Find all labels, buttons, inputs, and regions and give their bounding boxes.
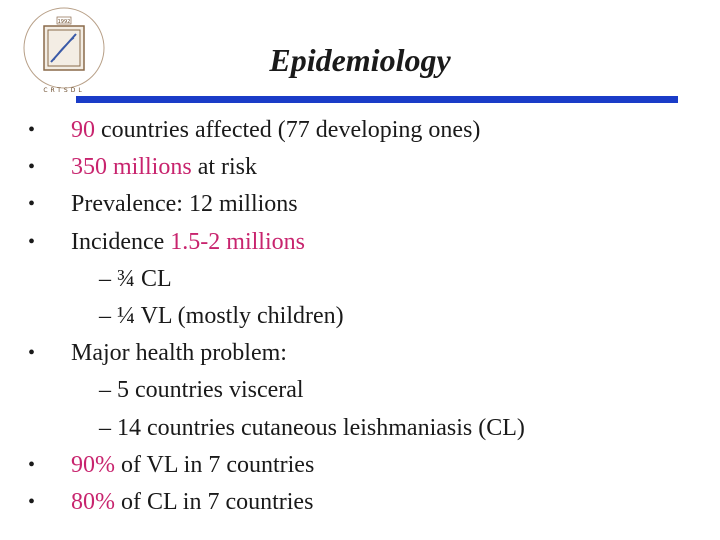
bullet-text <box>71 224 305 261</box>
bullet-dot: • <box>28 490 36 513</box>
bullet-text-part: Prevalence: 12 millions <box>71 191 298 218</box>
bullet-text <box>99 410 525 447</box>
sub-bullet-item <box>0 261 720 298</box>
bullet-text <box>99 372 304 409</box>
bullet-text-part: – ¾ CL <box>99 265 172 292</box>
bullet-dot: • <box>28 119 36 141</box>
logo-year: 1992 <box>57 19 71 25</box>
bullet-text-part: of CL in 7 countries <box>115 488 314 515</box>
highlighted-text: 80% <box>71 488 115 515</box>
bullet-dot: • <box>28 193 36 216</box>
bullet-text <box>99 261 172 298</box>
logo-bottom-text: CRTSDL <box>43 87 85 94</box>
bullet-text <box>71 112 480 149</box>
bullet-dot: • <box>28 156 36 179</box>
highlighted-text: 90% <box>71 451 115 478</box>
bullet-text-part: – ¼ VL (mostly children) <box>99 302 344 329</box>
bullet-text-part: Major health problem: <box>71 340 287 367</box>
bullet-item <box>0 149 720 186</box>
bullet-text <box>71 335 287 372</box>
bullet-text <box>99 298 344 335</box>
highlighted-text: 1.5-2 millions <box>170 228 305 255</box>
bullet-text-part: Incidence <box>71 228 171 255</box>
slide-title: Epidemiology <box>269 42 451 78</box>
bullet-item <box>0 484 720 521</box>
bullet-dot: • <box>28 342 36 365</box>
title-underline <box>76 96 678 103</box>
highlighted-text: 350 millions <box>71 154 192 181</box>
bullet-text-part: – 14 countries cutaneous leishmaniasis (CL) <box>99 414 525 441</box>
bullet-item <box>0 112 720 149</box>
bullet-text-part: at risk <box>191 154 258 181</box>
bullet-list <box>0 112 720 521</box>
bullet-item <box>0 224 720 261</box>
bullet-text-part: – 5 countries visceral <box>99 377 304 404</box>
bullet-item <box>0 335 720 372</box>
highlighted-text: 90 <box>71 117 95 143</box>
bullet-dot: • <box>28 230 36 253</box>
bullet-item <box>0 186 720 223</box>
bullet-text <box>71 149 257 186</box>
bullet-text <box>71 484 313 521</box>
sub-bullet-item <box>0 298 720 335</box>
bullet-text <box>71 447 314 484</box>
bullet-text-part: countries affected (77 developing ones) <box>95 117 481 143</box>
bullet-dot: • <box>28 453 36 476</box>
sub-bullet-item <box>0 372 720 409</box>
bullet-item <box>0 447 720 484</box>
bullet-text <box>71 186 298 223</box>
bullet-text-part: of VL in 7 countries <box>115 451 315 478</box>
sub-bullet-item <box>0 410 720 447</box>
